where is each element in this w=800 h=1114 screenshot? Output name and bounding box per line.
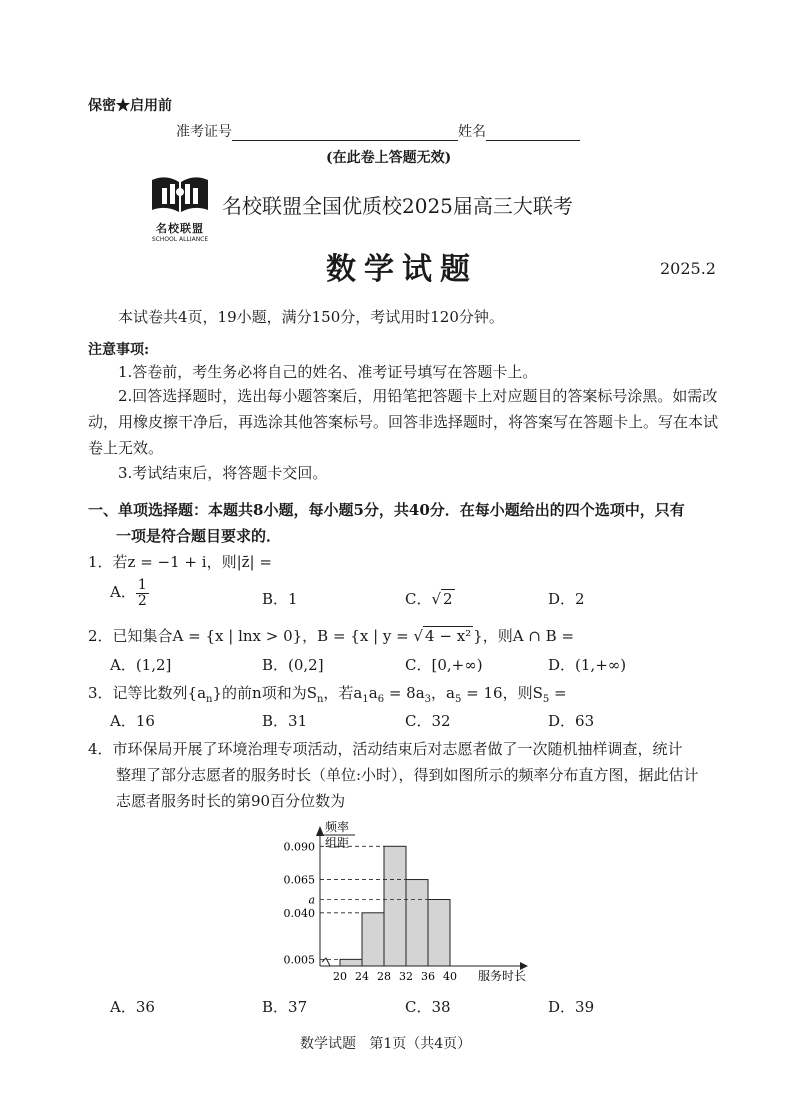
x-tick-label: 36 (421, 970, 435, 983)
confidential-label: 保密★启用前 (88, 98, 172, 114)
q3-stem-rest: ，则S (502, 684, 543, 702)
q3-option-b[interactable]: B．31 (262, 712, 308, 730)
name-label: 姓名 (458, 124, 486, 140)
q3-stem: 3．记等比数列$\{a_n\}$的前n项和为$S_n$，若$a_1a_6 = 8a_3$，$a_5 = 16$，则$S_5$ = (88, 684, 567, 705)
q3-stem-pre: 3．记等比数列{a (88, 684, 207, 702)
x-tick-label: 40 (443, 970, 457, 983)
q4-line-1: 4．市环保局开展了环境治理专项活动，活动结束后对志愿者做了一次随机抽样调查，统计 (88, 740, 683, 758)
q2-option-d[interactable]: D．(1,+∞) (548, 656, 627, 674)
q4-option-c[interactable]: C．38 (405, 998, 451, 1016)
y-axis-arrow-icon (316, 826, 324, 836)
q2-stem-post: }，则A ∩ B = (473, 627, 575, 645)
logo-text-cn: 名校联盟 (156, 222, 204, 235)
q3-option-d[interactable]: D．63 (548, 712, 595, 730)
y-tick-label: 0.090 (283, 840, 315, 854)
note-1: 1.答卷前，考生务必将自己的姓名、准考证号填写在答题卡上。 (118, 363, 538, 381)
school-alliance-logo (146, 172, 214, 244)
x-tick-label: 32 (399, 970, 413, 983)
histogram-bar (362, 913, 384, 966)
histogram-bar (406, 880, 428, 966)
footer (300, 1033, 471, 1053)
book-logo-icon (146, 172, 214, 216)
y-tick-label: 0.040 (283, 906, 315, 920)
q1-option-c[interactable]: C．√ 2 (405, 590, 453, 608)
invalid-note: (在此卷上答题无效) (326, 150, 452, 166)
x-tick-label: 20 (333, 970, 347, 983)
q1-option-a[interactable] (110, 578, 149, 608)
q1-c-radicand: 2 (443, 590, 453, 608)
exam-date: 2025.2 (660, 259, 716, 278)
name-field[interactable] (486, 124, 580, 141)
xlabel: 服务时长 (478, 969, 527, 983)
q4-option-d[interactable]: D．39 (548, 998, 595, 1016)
q1-c-label: C． (405, 590, 432, 608)
note-2: 2.回答选择题时，选出每小题答案后，用铅笔把答题卡上对应题目的答案标号涂黑。如需改动，用橡皮擦干净后，再选涂其他答案标号。回答非选择题时，将答案写在答题卡上。写在本试卷上无效。 (88, 387, 719, 457)
q2-option-b[interactable]: B．(0,2] (262, 656, 324, 674)
ylabel-den: 组距 (325, 836, 350, 850)
q4-line-3: 志愿者服务时长的第90百分位数为 (116, 792, 346, 810)
exam-id-row (176, 121, 580, 141)
x-tick-label: 24 (355, 970, 369, 983)
q1-a-label: A． (110, 583, 136, 602)
q3-option-a[interactable]: A．16 (110, 712, 155, 730)
ylabel-num: 频率 (325, 820, 350, 834)
histogram-bar (340, 959, 362, 966)
q4-option-b[interactable]: B．37 (262, 998, 308, 1016)
q2-option-a[interactable]: A．(1,2] (110, 656, 172, 674)
q1-option-b[interactable]: B．1 (262, 590, 298, 608)
q2-stem: 2．已知集合A = {x | lnx > 0}，B = {x | y = √ 4 − x² }，则A ∩ B = (88, 627, 575, 645)
exam-name: 名校联盟全国优质校2025届高三大联考 (222, 194, 573, 218)
q1-a-num: 1 (137, 577, 147, 593)
q1-a-den: 2 (137, 592, 147, 609)
y-tick-label: a (308, 893, 315, 907)
q4-line-2: 整理了部分志愿者的服务时长（单位:小时），得到如图所示的频率分布直方图，据此估计 (116, 766, 699, 784)
footer-page: 第1页（共4页） (369, 1036, 472, 1052)
q1-a-fraction (136, 578, 149, 608)
note-3: 3.考试结束后，将答题卡交回。 (118, 464, 328, 482)
q2-option-c[interactable]: C．[0,+∞) (405, 656, 483, 674)
histogram-bar (428, 900, 450, 967)
section-heading: 一、单项选择题：本题共8小题，每小题5分，共40分．在每小题给出的四个选项中，只有 (88, 501, 685, 519)
footer-subject: 数学试题 (300, 1036, 356, 1052)
page-title: 数学试题 (326, 252, 478, 287)
y-tick-label: 0.005 (283, 953, 315, 967)
intro-text: 本试卷共4页，19小题，满分150分，考试用时120分钟。 (118, 308, 504, 326)
section-heading-cont: 一项是符合题目要求的． (116, 527, 282, 545)
q3-sub-n2: n (316, 694, 324, 705)
frequency-histogram (270, 812, 540, 992)
histogram-bar (384, 846, 406, 966)
exam-id-field[interactable] (232, 124, 458, 141)
q1-option-d[interactable]: D．2 (548, 590, 585, 608)
notes-heading: 注意事项: (88, 342, 150, 358)
q4-option-a[interactable]: A．36 (110, 998, 155, 1016)
q2-stem-pre: 2．已知集合A = {x | lnx > 0}，B = {x | y = (88, 627, 414, 645)
q3-stem-mid: }的前n项和为S (212, 684, 317, 702)
q3-stem-mid2: ，若a (323, 684, 363, 702)
x-tick-label: 28 (377, 970, 391, 983)
q3-option-c[interactable]: C．32 (405, 712, 451, 730)
logo-text-en: SCHOOL ALLIANCE (151, 236, 209, 243)
q3-sub-n: n (206, 694, 213, 705)
q1-stem: 1．若z = −1 + i，则|z̄| = (88, 553, 272, 571)
q2-stem-radicand: 4 − x² (425, 627, 472, 645)
exam-id-label: 准考证号 (176, 124, 232, 140)
y-tick-label: 0.065 (283, 873, 315, 887)
